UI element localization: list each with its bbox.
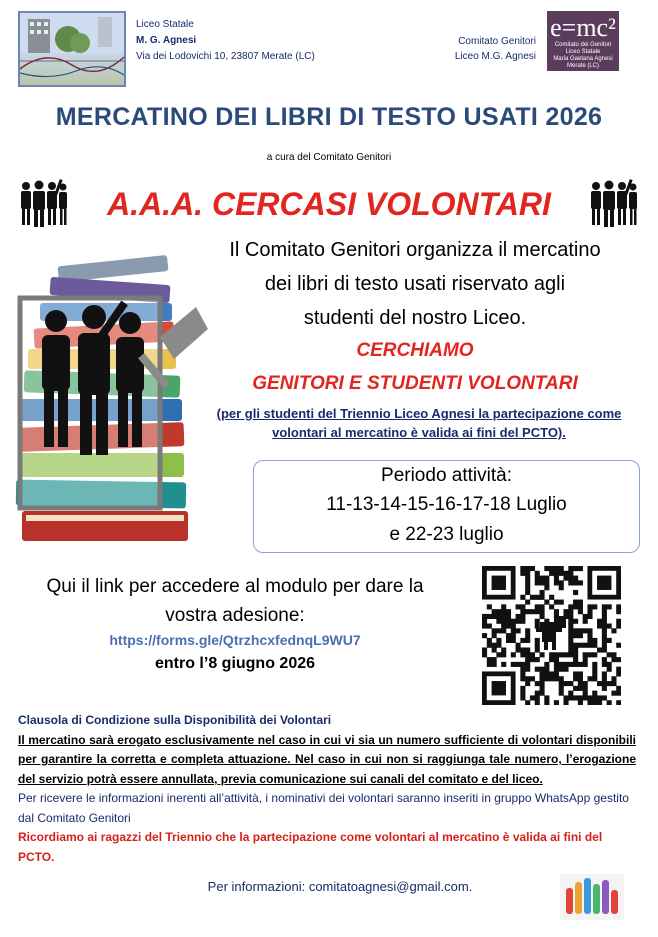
dinosaur-icon	[536, 616, 566, 650]
committee-logo	[547, 11, 619, 71]
intro-line: studenti del nostro Liceo.	[303, 307, 527, 329]
page-title: MERCATINO DEI LIBRI DI TESTO USATI 2026	[55, 103, 603, 131]
clause-info: Per ricevere le informazioni inerenti all’attività, i nominativi dei volontari saranno inseriti in gruppo WhatsApp gestito dal Comitato Genitori	[18, 791, 629, 825]
intro-line: dei libri di testo usati riservato agli	[264, 273, 566, 295]
clause-title: Clausola di Condizione sulla Disponibilità dei Volontari	[18, 713, 332, 727]
signup-intro	[30, 572, 440, 630]
logo-caption-1: Comitato dei Genitori	[554, 42, 612, 48]
school-info	[136, 17, 315, 65]
school-type: Liceo Statale	[136, 19, 194, 30]
committee-name: Comitato Genitori	[458, 36, 536, 47]
intro-line: Il Comitato Genitori organizza il mercatino	[229, 239, 601, 261]
clause-reminder: Ricordiamo ai ragazzi del Triennio che la partecipazione come volontari al mercatino è valida ai fini del PCTO.	[18, 830, 603, 864]
seeking-line: GENITORI E STUDENTI VOLONTARI	[252, 373, 578, 394]
contact-info: Per informazioni: comitatoagnesi@gmail.com.	[207, 879, 473, 894]
clause-section	[18, 711, 636, 867]
raised-hands-image	[560, 874, 624, 920]
signup-intro-line: Qui il link per accedere al modulo per dare la	[46, 576, 424, 597]
clause-body: Il mercatino sarà erogato esclusivamente nel caso in cui vi sia un numero sufficiente di volontari disponibili per garantire la corretta e completa attuazione. Nel caso in cui non si raggiunga tale numero, l’erogazione del servizio potrà essere annullata, previa comunicazione sui canali del comitato e del liceo.	[18, 732, 636, 786]
curated-by: a cura del Comitato Genitori	[266, 152, 392, 163]
pcto-note: (per gli studenti del Triennio Liceo Agnesi la partecipazione come volontari al mercatino è valida ai fini del PCTO).	[216, 406, 622, 440]
logo-caption-2: Liceo Statale	[565, 49, 601, 55]
logo-formula: e=mc²	[550, 13, 616, 42]
committee-info	[440, 34, 536, 64]
qr-code[interactable]	[482, 566, 621, 705]
signup-deadline: entro l’8 giugno 2026	[154, 655, 316, 672]
logo-caption-4: Merate (LC)	[566, 63, 599, 69]
school-logo	[18, 11, 126, 87]
signup-intro-line: vostra adesione:	[165, 605, 305, 626]
period-dates: 11-13-14-15-16-17-18 Luglio	[326, 494, 567, 515]
school-name: M. G. Agnesi	[136, 35, 197, 46]
volunteer-heading: A.A.A. CERCASI VOLONTARI	[107, 186, 551, 222]
school-address: Via dei Lodovichi 10, 23807 Merate (LC)	[136, 51, 315, 62]
volunteers-icon	[18, 177, 68, 234]
period-dates-extra: e 22-23 luglio	[389, 524, 504, 545]
committee-school: Liceo M.G. Agnesi	[454, 51, 536, 62]
volunteers-icon	[588, 177, 638, 234]
signup-link[interactable]: https://forms.gle/QtrzhcxfednqL9WU7	[109, 632, 361, 648]
period-label: Periodo attività:	[381, 465, 512, 486]
logo-caption-3: Maria Gaetana Agnesi	[553, 56, 613, 62]
intro-text	[180, 233, 650, 335]
seeking-line: CERCHIAMO	[356, 340, 474, 361]
